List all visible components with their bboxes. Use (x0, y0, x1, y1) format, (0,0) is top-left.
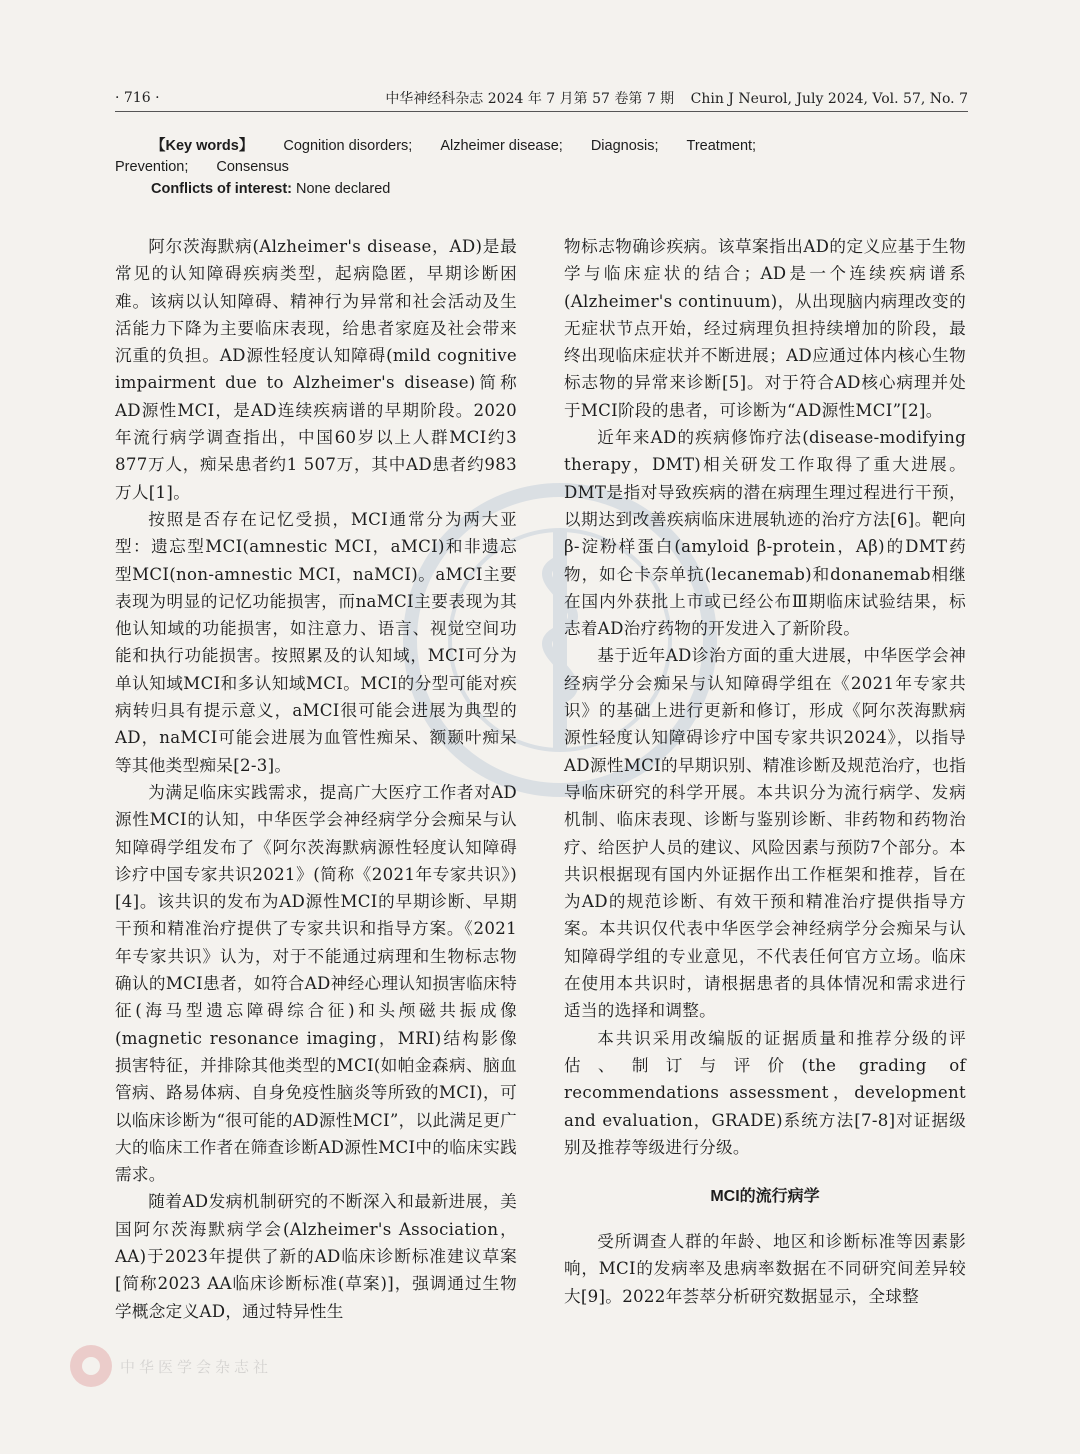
keyword: Prevention; (115, 159, 189, 175)
keywords-label: 【Key words】 (151, 138, 254, 154)
publisher-logo-text: 中华医学会杂志社 (120, 1357, 273, 1376)
keyword: Treatment; (686, 138, 757, 154)
journal-name-en: Chin J Neurol, July 2024, Vol. 57, No. 7 (690, 91, 968, 107)
keywords-block (115, 136, 965, 178)
publisher-logo-icon (70, 1345, 112, 1387)
journal-citation (385, 88, 968, 108)
body-paragraph: 随着AD发病机制研究的不断深入和最新进展，美国阿尔茨海默病学会(Alzheimer's Association，AA)于2023年提供了新的AD临床诊断标准建议草案[简称2023 AA临床诊断标准(草案)]，强调通过生物学概念定义AD，通过特异性生 (115, 1192, 517, 1321)
keyword: Consensus (216, 159, 289, 175)
body-paragraph: 基于近年AD诊治方面的重大进展，中华医学会神经病学分会痴呆与认知障碍学组在《2021年专家共识》的基础上进行更新和修订，形成《阿尔茨海默病源性轻度认知障碍诊疗中国专家共识2024》，以指导AD源性MCI的早期识别、精准诊断及规范治疗，也指导临床研究的科学开展。本共识分为流行病学、发病机制、临床表现、诊断与鉴别诊断、非药物和药物治疗、给医护人员的建议、风险因素与预防7个部分。本共识根据现有国内外证据作出工作框架和推荐，旨在为AD的规范诊断、有效干预和精准治疗提供指导方案。本共识仅代表中华医学会神经病学分会痴呆与认知障碍学组的专业意见，不代表任何官方立场。临床在使用本共识时，请根据患者的具体情况和需求进行适当的选择和调整。 (564, 646, 966, 1021)
publisher-logo (70, 1345, 272, 1387)
keyword: Cognition disorders; (283, 138, 413, 154)
journal-name-cn: 中华神经科杂志 2024 年 7 月第 57 卷第 7 期 (385, 91, 675, 107)
body-paragraph: 阿尔茨海默病(Alzheimer's disease，AD)是最常见的认知障碍疾病类型，起病隐匿，早期诊断困难。该病以认知障碍、精神行为异常和社会活动及生活能力下降为主要临床表现，给患者家庭及社会带来沉重的负担。AD源性轻度认知障碍(mild cognitive impairment due to Alzheimer's disease)简称AD源性MCI，是AD连续疾病谱的早期阶段。2020年流行病学调查指出，中国60岁以上人群MCI约3 877万人，痴呆患者约1 507万，其中AD患者约983万人[1]。 (115, 237, 517, 502)
body-paragraph: 本共识采用改编版的证据质量和推荐分级的评估、制订与评价(the grading of recommendations assessment，development and evaluation，GRADE)系统方法[7-8]对证据级别及推荐等级进行分级。 (564, 1028, 966, 1157)
header-divider (115, 111, 968, 112)
page-number: · 716 · (115, 90, 160, 106)
body-paragraph: 物标志物确诊疾病。该草案指出AD的定义应基于生物学与临床症状的结合；AD是一个连续疾病谱系(Alzheimer's continuum)，从出现脑内病理改变的无症状节点开始，经过病理负担持续增加的阶段，最终出现临床症状并不断进展；AD应通过体内核心生物标志物的异常来诊断[5]。对于符合AD核心病理并处于MCI阶段的患者，可诊断为“AD源性MCI”[2]。 (564, 237, 966, 420)
conflicts-label: Conflicts of interest: (151, 181, 292, 197)
right-column (564, 233, 966, 1310)
body-paragraph: 近年来AD的疾病修饰疗法(disease-modifying therapy，DMT)相关研发工作取得了重大进展。DMT是指对导致疾病的潜在病理生理过程进行干预，以期达到改善疾病临床进展轨迹的治疗方法[6]。靶向β-淀粉样蛋白(amyloid β-protein，Aβ)的DMT药物，如仑卡奈单抗(lecanemab)和donanemab相继在国内外获批上市或已经公布Ⅲ期临床试验结果，标志着AD治疗药物的开发进入了新阶段。 (564, 428, 966, 639)
section-heading: MCI的流行病学 (710, 1188, 820, 1206)
body-paragraph: 按照是否存在记忆受损，MCI通常分为两大亚型：遗忘型MCI(amnestic MCI，aMCI)和非遗忘型MCI(non-amnestic MCI，naMCI)。aMCI主要表现为明显的记忆功能损害，而naMCI主要表现为其他认知域的功能损害，如注意力、语言、视觉空间功能和执行功能损害。按照累及的认知域，MCI可分为单认知域MCI和多认知域MCI。MCI的分型可能对疾病转归具有提示意义，aMCI很可能会进展为典型的AD，naMCI可能会进展为血管性痴呆、额颞叶痴呆等其他类型痴呆[2-3]。 (115, 509, 517, 775)
conflicts-of-interest (151, 179, 1001, 200)
keyword: Alzheimer disease; (440, 138, 563, 154)
left-column (115, 233, 517, 1325)
conflicts-value: None declared (296, 181, 391, 197)
keyword: Diagnosis; (590, 138, 659, 154)
running-header (115, 86, 968, 110)
body-paragraph: 受所调查人群的年龄、地区和诊断标准等因素影响，MCI的发病率及患病率数据在不同研究间差异较大[9]。2022年荟萃分析研究数据显示，全球整 (564, 1232, 966, 1306)
body-paragraph: 为满足临床实践需求，提高广大医疗工作者对AD源性MCI的认知，中华医学会神经病学分会痴呆与认知障碍学组发布了《阿尔茨海默病源性轻度认知障碍诊疗中国专家共识2021》(简称《2021年专家共识》)[4]。该共识的发布为AD源性MCI的早期诊断、早期干预和精准治疗提供了专家共识和指导方案。《2021年专家共识》认为，对于不能通过病理和生物标志物确认的MCI患者，如符合AD神经心理认知损害临床特征(海马型遗忘障碍综合征)和头颅磁共振成像(magnetic resonance imaging，MRI)结构影像损害特征，并排除其他类型的MCI(如帕金森病、脑血管病、路易体病、自身免疫性脑炎等所致的MCI)，可以临床诊断为“很可能的AD源性MCI”，以此满足更广大的临床工作者在筛查诊断AD源性MCI中的临床实践需求。 (115, 782, 517, 1185)
